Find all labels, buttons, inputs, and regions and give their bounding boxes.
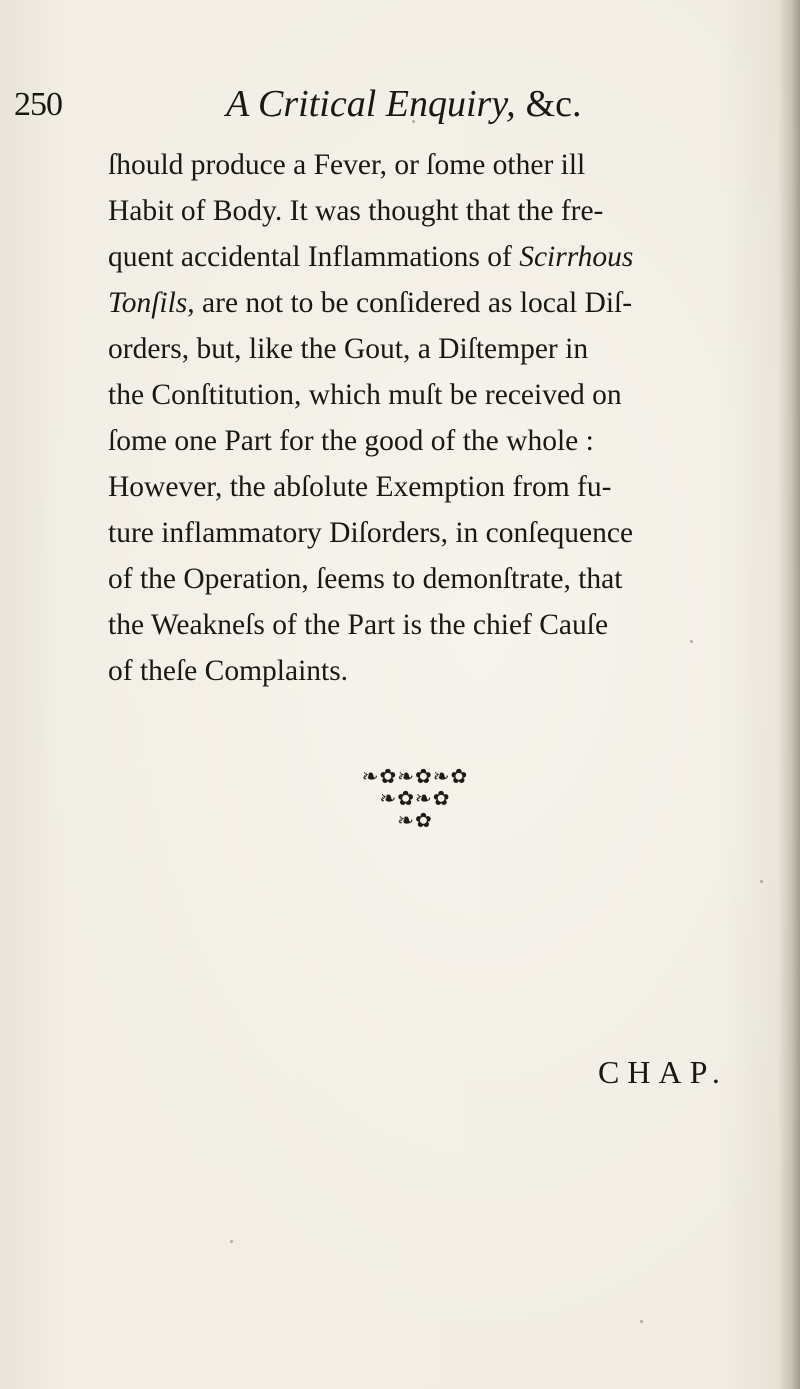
text-line-12: of theſe Complaints. (108, 655, 349, 687)
running-head (226, 82, 582, 126)
ornament-row-2: ❧✿❧✿ (379, 786, 451, 810)
text-line-2: Habit of Body. It was thought that the fre- (108, 195, 604, 227)
ornament-row-1: ❧✿❧✿❧✿ (361, 764, 469, 788)
ornament-row-3: ❧✿ (397, 808, 433, 832)
paper-speck (412, 120, 415, 123)
text-line-8: However, the abſolute Exemption from fu- (108, 471, 612, 503)
text-line-1: ſhould produce a Fever, or ſome other ill (108, 149, 586, 181)
italic-tonsils: Tonſils (108, 287, 188, 319)
page-number: 250 (14, 86, 62, 123)
catchword: CHAP. (598, 1054, 728, 1090)
paper-speck (760, 880, 763, 883)
text-line-7: ſome one Part for the good of the whole : (108, 425, 594, 457)
text-line-5: orders, but, like the Gout, a Diſtemper in (108, 333, 589, 365)
text-line-10: of the Operation, ſeems to demonſtrate, that (108, 563, 623, 595)
text-line-6: the Conſtitution, which muſt be received on (108, 379, 622, 411)
text-line-11: the Weakneſs of the Part is the chief Cauſe (108, 609, 609, 641)
paper-speck (690, 640, 693, 643)
text-line-4-rest: , are not to be conſidered as local Diſ- (187, 287, 633, 319)
text-line-3 (108, 234, 768, 280)
running-head-etc: &c. (525, 83, 582, 125)
text-line-4 (108, 280, 768, 326)
page-edge-shadow (778, 0, 800, 1389)
text-line-9: ture inflammatory Diſorders, in conſequence (108, 517, 634, 549)
printers-ornament (300, 765, 530, 831)
italic-scirrhous: Scirrhous (519, 241, 634, 273)
paper-speck (230, 1240, 233, 1243)
body-text (108, 142, 768, 694)
text-line-3-start: quent accidental Inflammations of (108, 241, 520, 273)
paper-speck (640, 1320, 643, 1323)
running-head-title: A Critical Enquiry, (226, 83, 516, 125)
